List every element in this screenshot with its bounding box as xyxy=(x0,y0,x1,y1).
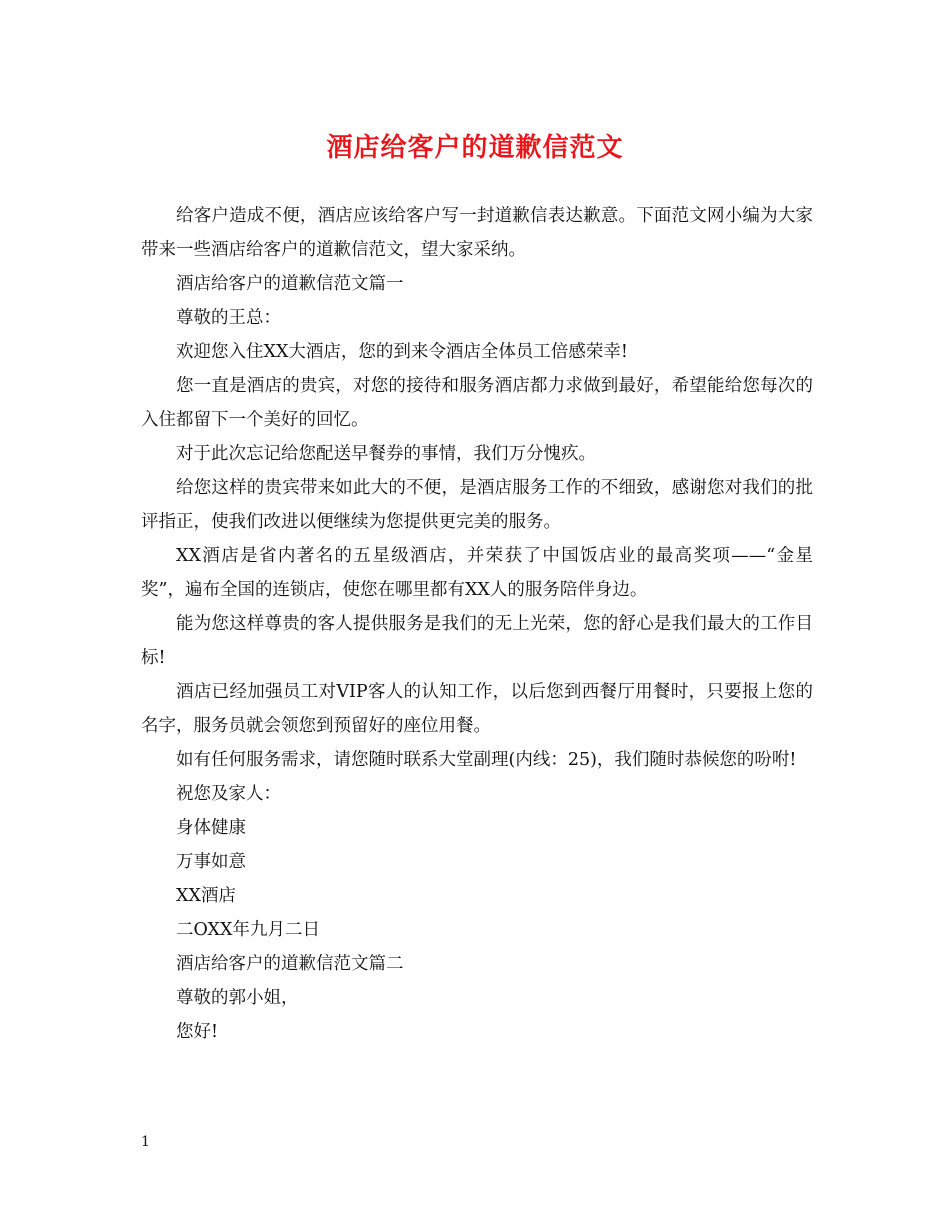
paragraph: 给您这样的贵宾带来如此大的不便，是酒店服务工作的不细致，感谢您对我们的批评指正，使我们改进以便继续为您提供更完美的服务。 xyxy=(141,478,813,532)
page-number: 1 xyxy=(141,1134,150,1150)
paragraph: 您一直是酒店的贵宾，对您的接待和服务酒店都力求做到最好，希望能给您每次的入住都留下一个美好的回忆。 xyxy=(141,376,813,430)
paragraph: 给客户造成不便，酒店应该给客户写一封道歉信表达歉意。下面范文网小编为大家带来一些酒店给客户的道歉信范文，望大家采纳。 xyxy=(141,206,813,260)
closing-line: 身体健康 xyxy=(176,818,246,838)
document-body xyxy=(141,199,813,1049)
section-heading: 酒店给客户的道歉信范文篇二 xyxy=(176,954,404,974)
paragraph: 能为您这样尊贵的客人提供服务是我们的无上光荣，您的舒心是我们最大的工作目标! xyxy=(141,614,813,668)
signature: XX酒店 xyxy=(176,886,236,906)
date-line: 二OXX年九月二日 xyxy=(176,920,320,940)
greeting: 您好! xyxy=(176,1022,219,1042)
paragraph: 对于此次忘记给您配送早餐券的事情，我们万分愧疚。 xyxy=(176,444,596,464)
paragraph: 酒店已经加强员工对VIP客人的认知工作，以后您到西餐厅用餐时，只要报上您的名字，服务员就会领您到预留好的座位用餐。 xyxy=(141,682,813,736)
salutation: 尊敬的郭小姐， xyxy=(176,988,299,1008)
paragraph: XX酒店是省内著名的五星级酒店，并荣获了中国饭店业的最高奖项——“金星奖”，遍布全国的连锁店，使您在哪里都有XX人的服务陪伴身边。 xyxy=(141,546,813,600)
document-title: 酒店给客户的道歉信范文 xyxy=(326,133,624,163)
section-heading: 酒店给客户的道歉信范文篇一 xyxy=(176,274,404,294)
closing-line: 祝您及家人： xyxy=(176,784,281,804)
closing-line: 万事如意 xyxy=(176,852,246,872)
paragraph: 如有任何服务需求，请您随时联系大堂副理(内线：25)，我们随时恭候您的吩咐! xyxy=(176,750,797,770)
salutation: 尊敬的王总： xyxy=(176,308,281,328)
paragraph: 欢迎您入住XX大酒店，您的到来令酒店全体员工倍感荣幸! xyxy=(176,342,628,362)
